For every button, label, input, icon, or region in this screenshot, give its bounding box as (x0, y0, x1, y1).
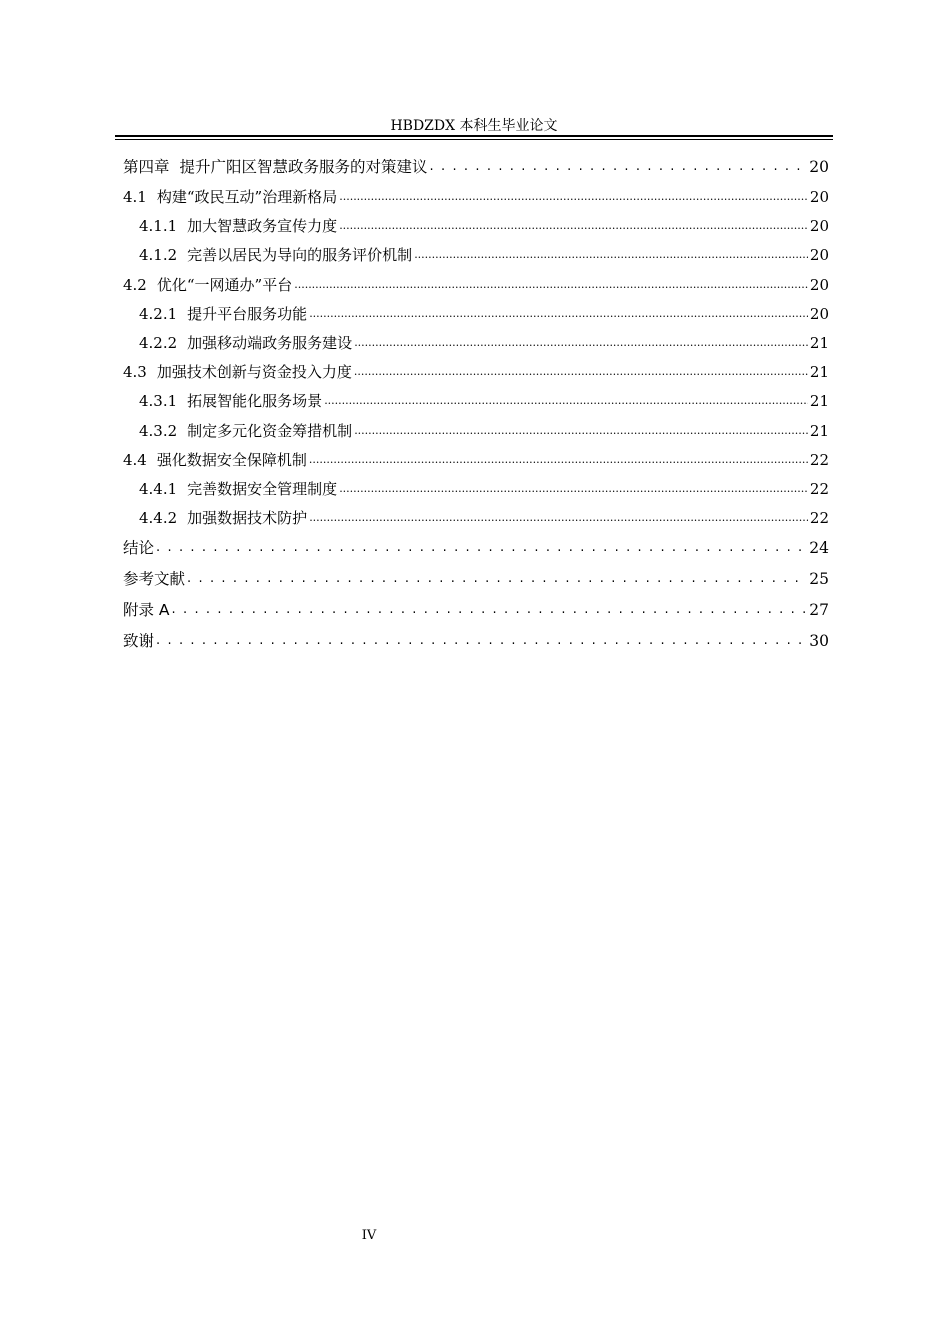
toc-entry-number: 4.1 (123, 188, 147, 206)
toc-entry-number: 4.4 (123, 450, 147, 469)
toc-entry-page: 20 (809, 304, 829, 323)
toc-dot-leader (354, 365, 808, 378)
toc-entry-page: 22 (809, 479, 829, 498)
page-number: IV (361, 1228, 377, 1243)
header-rule-thin (115, 139, 833, 140)
toc-dot-leader (172, 602, 808, 617)
toc-entry[interactable] (123, 244, 829, 273)
toc-entry-page: 20 (809, 188, 829, 206)
toc-entry[interactable] (123, 361, 829, 390)
toc-dot-leader (324, 394, 808, 407)
toc-entry-title: 优化“一网通办”平台 (156, 275, 293, 294)
toc-entry[interactable] (123, 598, 829, 629)
toc-entry-page: 21 (809, 363, 829, 382)
toc-entry-number: 4.1.1 (139, 217, 178, 236)
toc-entry[interactable] (123, 507, 829, 536)
toc-entry-page: 27 (809, 601, 829, 620)
toc-entry-number: 4.4.1 (139, 479, 178, 498)
toc-entry-page: 25 (809, 570, 829, 589)
toc-entry-title: 拓展智能化服务场景 (187, 392, 323, 411)
toc-entry[interactable] (123, 303, 829, 332)
toc-entry-title: 制定多元化资金筹措机制 (187, 421, 353, 440)
toc-dot-leader (354, 424, 808, 437)
toc-entry-title: 加强技术创新与资金投入力度 (156, 363, 352, 382)
toc-entry-number: 4.3 (123, 363, 147, 382)
toc-entry-title: 加大智慧政务宣传力度 (187, 217, 338, 236)
toc-entry-title: 构建“政民互动”治理新格局 (156, 188, 338, 206)
toc-entry-number: 4.1.2 (139, 246, 178, 265)
toc-entry-page: 20 (809, 275, 829, 294)
toc-dot-leader (414, 248, 808, 261)
toc-dot-leader (187, 571, 807, 586)
toc-entry-title: 完善以居民为导向的服务评价机制 (187, 246, 413, 265)
toc-entry-page: 20 (809, 158, 829, 176)
toc-entry-title: 提升平台服务功能 (187, 304, 308, 323)
toc-dot-leader (309, 511, 808, 524)
toc-entry-title: 附录 A (123, 601, 170, 620)
toc-entry-title: 加强数据技术防护 (187, 509, 308, 528)
toc-dot-leader (339, 482, 808, 495)
toc-entry-page: 30 (809, 632, 829, 651)
toc-entry-page: 22 (809, 509, 829, 528)
toc-entry[interactable] (123, 536, 829, 567)
toc-entry[interactable] (123, 629, 829, 660)
toc-entry-number: 第四章 (123, 158, 170, 176)
toc-entry-title: 结论 (123, 539, 155, 558)
page-header-title: HBDZDX 本科生毕业论文 (390, 118, 558, 134)
toc-dot-leader (294, 278, 808, 291)
toc-entry[interactable] (123, 274, 829, 303)
toc-entry[interactable] (123, 478, 829, 507)
toc-entry-number: 4.3.2 (139, 421, 178, 440)
toc-dot-leader (309, 453, 808, 466)
toc-dot-leader (156, 633, 807, 648)
toc-entry-number: 4.4.2 (139, 509, 178, 528)
toc-entry-page: 22 (809, 450, 829, 469)
toc-entry-title: 完善数据安全管理制度 (187, 479, 338, 498)
toc-entry-title: 加强移动端政务服务建设 (187, 333, 353, 352)
toc-entry-title: 强化数据安全保障机制 (156, 450, 307, 469)
toc-entry[interactable] (123, 449, 829, 478)
toc-entry-number: 4.2 (123, 275, 147, 294)
toc-entry-title: 致谢 (123, 632, 155, 651)
toc-entry-number: 4.3.1 (139, 392, 178, 411)
toc-dot-leader (339, 190, 808, 203)
toc-entry-page: 21 (809, 392, 829, 411)
toc-entry-page: 20 (809, 217, 829, 236)
toc-entry[interactable] (123, 155, 829, 186)
toc-entry[interactable] (123, 390, 829, 419)
toc-entry[interactable] (123, 420, 829, 449)
toc-entry-title: 参考文献 (123, 570, 186, 589)
toc-entry[interactable] (123, 332, 829, 361)
toc-dot-leader (309, 307, 808, 320)
table-of-contents (123, 155, 829, 660)
toc-entry[interactable] (123, 186, 829, 215)
toc-dot-leader (156, 540, 807, 555)
toc-entry-page: 24 (809, 539, 829, 558)
toc-entry[interactable] (123, 567, 829, 598)
toc-entry-page: 20 (809, 246, 829, 265)
header-rule-thick (115, 135, 833, 137)
toc-entry-page: 21 (809, 421, 829, 440)
toc-dot-leader (339, 219, 808, 232)
toc-dot-leader (430, 159, 808, 174)
toc-dot-leader (354, 336, 808, 349)
toc-entry-number: 4.2.1 (139, 304, 178, 323)
toc-entry-number: 4.2.2 (139, 333, 178, 352)
toc-entry-page: 21 (809, 333, 829, 352)
toc-entry[interactable] (123, 215, 829, 244)
toc-entry-title: 提升广阳区智慧政务服务的对策建议 (179, 158, 428, 176)
